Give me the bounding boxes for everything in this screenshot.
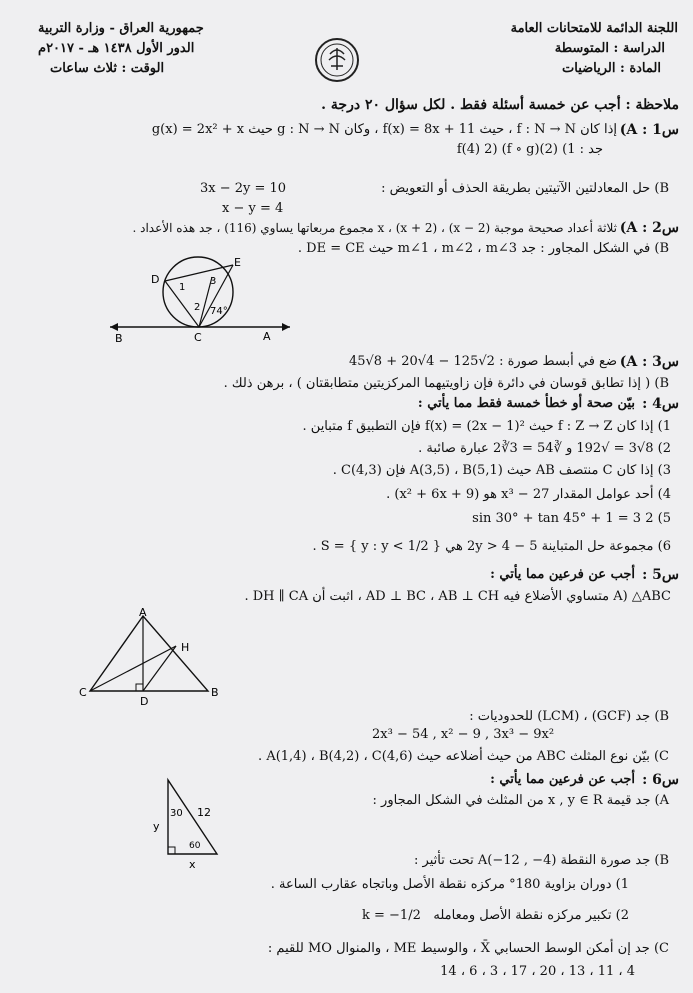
q3-a-text: ضع في أبسط صورة : 2√125 − 4√20 + 8√45 (348, 354, 617, 369)
q2-label: س2 : A) (619, 220, 679, 236)
fig5-label-a: A (139, 606, 147, 619)
fig5-label-h: H (181, 641, 190, 654)
q6-values: 4 ، 11 ، 13 ، 20 ، 17 ، 3 ، 6 ، 14 (440, 964, 635, 979)
q5-intro: أجب عن فرعين مما يأتي : (490, 567, 635, 582)
q5-label: س5 : (642, 567, 679, 583)
fig6-angle-60: 60 (189, 841, 201, 851)
q6-b2-k: k = −1/2 (362, 908, 421, 923)
q5-b-text: B) جد (GCF) ، (LCM) للحدوديات : (469, 709, 669, 724)
q5-b-expr: 2x³ − 54 , x² − 9 , 3x³ − 9x² (372, 727, 555, 742)
right-triangle-figure (143, 772, 233, 872)
q4-item-2: 2) 8√3 = √192 و ∛54 = 3∛2 عبارة صائبة . (418, 441, 671, 456)
q4-item-5: 5) 2 sin 30° + tan 45° + 1 = 3 (472, 511, 671, 526)
header-session: الدور الأول ١٤٣٨ هـ - ٢٠١٧م (38, 41, 195, 56)
fig5-label-b: B (211, 686, 219, 699)
fig-label-c: C (194, 331, 202, 344)
q1-a-text: إذا كان f : N → N ، حيث f(x) = 8x + 11 ، وكان g : N → N حيث g(x) = 2x² + x (151, 122, 617, 137)
fig6-side-y: y (153, 820, 160, 833)
q4-item-6: 6) مجموعة حل المتباينة 5 − 2y > 4 هي S = { y : y < 1/2 } . (312, 539, 671, 554)
q1-eq1: 3x − 2y = 10 (200, 181, 287, 196)
header-time: الوقت : ثلاث ساعات (50, 61, 165, 76)
fig-label-e: E (234, 256, 241, 269)
fig-angle-1: 1 (179, 282, 186, 293)
q3-label: س3 : A) (619, 354, 679, 370)
q4-intro: بيّن صحة أو خطأ خمسة فقط مما يأتي : (417, 396, 635, 411)
q6-intro: أجب عن فرعين مما يأتي : (490, 772, 635, 787)
fig6-side-x: x (189, 858, 196, 871)
header-level: الدراسة : المتوسطة (554, 41, 665, 56)
exam-note: ملاحظة : أجب عن خمسة أسئلة فقط . لكل سؤال ٢٠ درجة . (321, 97, 679, 113)
fig-label-a: A (263, 330, 271, 343)
q2-a-text: ثلاثة أعداد صحيحة موجبة (x − 2) ، x ، (x + 2) مجموع مربعاتها يساوي (116) ، جد هذه الأعداد . (132, 221, 617, 235)
fig6-side-12: 12 (197, 806, 211, 819)
q3-b-text: B) ( إذا تطابق قوسان في دائرة فإن زاويتيهما المركزيتين متطابقتان ) ، برهن ذلك . (223, 376, 669, 391)
equilateral-triangle-figure (75, 606, 225, 710)
q6-b-text: B) جد صورة النقطة A(−12 , −4) تحت تأثير : (414, 853, 669, 868)
q1-a-find: جد : 1) f(4) 2) (f ∘ g)(2) (456, 142, 603, 157)
circle-tangent-figure (105, 250, 305, 346)
fig-angle-74: 74° (210, 306, 228, 317)
q6-b2: 2) تكبير مركزه نقطة الأصل ومعامله (433, 908, 629, 923)
q6-c-text: C) جد إن أمكن الوسط الحسابي X̄ ، والوسيط ME ، والمنوال MO للقيم : (267, 941, 669, 956)
q5-a-text: A) △ABC متساوي الأضلاع فيه AD ⊥ BC ، AB ⊥ CH ، اثبت أن DH ∥ CA . (244, 589, 671, 604)
q1-label: س1 : A) (619, 122, 679, 138)
q4-item-1: 1) إذا كان f : Z → Z حيث f(x) = (2x − 1)² فإن التطبيق f متباين . (302, 419, 671, 434)
fig6-angle-30: 30 (170, 808, 183, 819)
q6-b1: 1) دوران بزاوية 180° مركزه نقطة الأصل وباتجاه عقارب الساعة . (270, 877, 629, 892)
q6-label: س6 : (642, 772, 679, 788)
fig-angle-3: 3 (210, 276, 217, 287)
header-committee: اللجنة الدائمة للامتحانات العامة (510, 21, 678, 36)
q1-b-text: B) حل المعادلتين الآتيتين بطريقة الحذف أو التعويض : (381, 181, 669, 196)
q1-eq2: x − y = 4 (222, 201, 284, 216)
q4-item-4: 4) أحد عوامل المقدار x³ − 27 هو (x² + 6x + 9) . (386, 487, 671, 502)
q4-label: س4 : (642, 396, 679, 412)
header-ministry: جمهورية العراق - وزارة التربية (38, 21, 204, 36)
fig-label-b: B (115, 332, 123, 345)
q4-item-3: 3) إذا كان C منتصف AB حيث A(3,5) ، B(5,1) فإن C(4,3) . (332, 463, 671, 478)
q2-b-text: B) في الشكل المجاور : جد m∠1 ، m∠2 ، m∠3 حيث DE = CE . (297, 241, 669, 256)
header-subject: المادة : الرياضيات (562, 61, 661, 76)
fig5-label-c: C (79, 686, 87, 699)
ministry-seal-icon (313, 36, 361, 84)
fig-label-d: D (151, 273, 160, 286)
fig5-label-d: D (140, 695, 149, 708)
q5-c-text: C) بيّن نوع المثلث ABC من حيث أضلاعه حيث A(1,4) ، B(4,2) ، C(4,6) . (258, 749, 669, 764)
fig-angle-2: 2 (194, 302, 201, 313)
q6-a-text: A) جد قيمة x , y ∈ R من المثلث في الشكل المجاور : (372, 793, 669, 808)
